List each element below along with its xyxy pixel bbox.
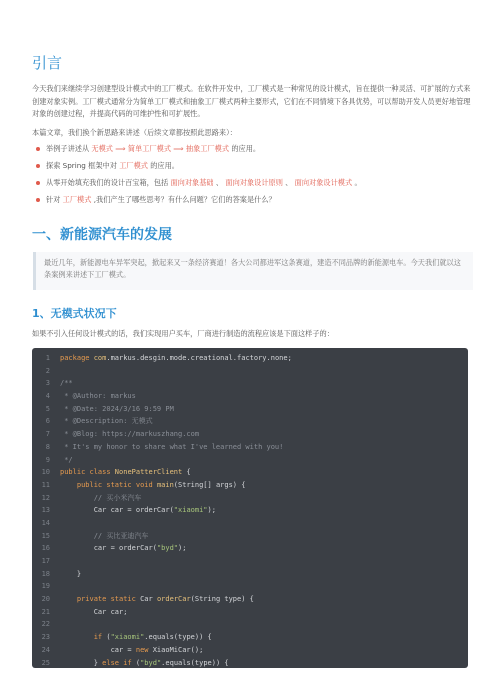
bullet-text: 举例子讲述从 [46, 144, 92, 153]
line-number: 11 [41, 480, 50, 489]
intro-lead: 本篇文章，我们换个新思路来讲述（后续文章都按照此思路来）： [32, 128, 237, 137]
line-number: 18 [41, 569, 50, 578]
bullet-text: 。 [352, 178, 362, 187]
code-token: com [93, 354, 107, 362]
code-line [32, 606, 468, 619]
highlight-text: 工厂模式 [62, 195, 92, 204]
intro-paragraph: 今天我们来继续学习创建型设计模式中的工厂模式。在软件开发中，工厂模式是一种常见的设计模式，旨在提供一种灵活、可扩展的方式来创建对象实例。工厂模式通常分为简单工厂模式和抽象工厂模式两种主要形式，它们在不同情境下各具优势，可以帮助开发人员更好地管理对象的创建过程，并提高代码的可维护性和可扩展性。 [32, 84, 471, 118]
code-text [60, 593, 254, 606]
code-token: * @Description: 无模式 [60, 417, 153, 426]
line-number: 14 [41, 518, 50, 527]
line-number: 7 [45, 430, 50, 439]
intro-heading: 引言 [32, 54, 63, 72]
code-line [32, 428, 468, 441]
code-token: Car car; [60, 607, 128, 616]
bullet-item [34, 194, 474, 206]
code-token: // 买比亚迪汽车 [60, 531, 149, 540]
code-line [32, 454, 468, 467]
code-line [32, 390, 468, 403]
code-line [32, 542, 468, 555]
code-line [32, 466, 468, 479]
highlight-text: 工厂模式 [119, 161, 148, 170]
highlight-text: 面向对象设计原则 [225, 178, 283, 187]
code-token: "xiaomi" [173, 506, 208, 515]
code-token: package [60, 354, 94, 362]
line-number: 20 [41, 595, 50, 604]
code-text [60, 657, 229, 669]
line-number: 4 [45, 392, 50, 401]
code-token: .markus.desgin.mode.creational.factory.none; [106, 354, 292, 362]
code-line [32, 530, 468, 543]
code-text [60, 542, 186, 555]
line-number: 15 [41, 531, 50, 540]
line-number: 13 [41, 506, 50, 515]
code-token: * @Author: markus [60, 392, 136, 401]
code-token: .equals(type)) { [161, 658, 229, 667]
code-text [60, 568, 81, 581]
bullet-text: 从零开始填充我们的设计百宝箱，包括 [46, 178, 171, 187]
code-token: public class [60, 468, 115, 477]
line-number: 23 [41, 633, 50, 642]
line-number: 9 [45, 455, 50, 464]
code-line [32, 631, 468, 644]
code-text [60, 415, 153, 428]
highlight-text: 无模式 [91, 144, 113, 153]
bullet-text: 探索 Spring 框架中对 [46, 161, 120, 170]
highlight-text: 抽象工厂模式 [185, 144, 230, 153]
code-token: if [60, 633, 107, 642]
code-line [32, 517, 468, 530]
code-token: * It's my honor to share what I've learned with you! [60, 442, 284, 451]
code-text [60, 606, 127, 619]
subsection1-heading: 1、无模式状况下 [32, 307, 117, 320]
code-block[interactable] [32, 348, 468, 668]
code-token: car = orderCar( [60, 544, 157, 553]
code-line [32, 441, 468, 454]
line-number: 8 [45, 442, 50, 451]
code-token: "byd" [156, 544, 179, 553]
highlight-text: 面向对象设计模式 [294, 178, 353, 187]
code-text [60, 631, 212, 644]
line-number: 10 [41, 468, 50, 477]
code-token: main [156, 480, 174, 489]
highlight-text: ⟹ [171, 144, 186, 153]
code-token: */ [60, 455, 73, 464]
code-token: * @Blog: https://markuszhang.com [60, 430, 200, 439]
highlight-text: ⟹ [113, 144, 128, 153]
highlight-text: 简单工厂模式 [127, 144, 172, 153]
code-text [60, 492, 141, 505]
code-token: "xiaomi" [110, 633, 145, 642]
bullet-item [34, 143, 474, 155]
code-line [32, 479, 468, 492]
code-text [60, 441, 283, 454]
code-token: } [60, 569, 82, 578]
code-token: private static [60, 595, 141, 604]
code-line [32, 593, 468, 606]
highlight-text: 面向对象基础 [170, 178, 214, 187]
code-token: ( [135, 658, 141, 667]
bullet-item [34, 177, 474, 189]
code-line [32, 504, 468, 517]
code-token: // 买小米汽车 [60, 493, 142, 502]
line-number: 5 [45, 404, 50, 413]
bullet-text: 针对 [46, 195, 63, 204]
code-token: .equals(type)) { [144, 633, 212, 642]
line-number: 16 [41, 544, 50, 553]
line-number: 1 [45, 354, 50, 362]
bullet-text: 、 [282, 178, 295, 187]
line-number: 3 [45, 379, 50, 388]
code-text [60, 403, 174, 416]
code-line [32, 657, 468, 669]
code-line [32, 555, 468, 568]
line-number: 22 [41, 620, 50, 629]
bullet-text: 的应用。 [229, 144, 261, 153]
code-token: ); [207, 506, 216, 515]
code-text [60, 479, 245, 492]
code-token: { [182, 468, 191, 477]
code-text [60, 390, 136, 403]
line-number: 2 [45, 366, 50, 375]
code-line [32, 352, 468, 365]
bullet-dot-icon [36, 164, 40, 168]
code-token: car = [60, 645, 136, 654]
code-token: new [135, 645, 153, 654]
bullet-dot-icon [36, 198, 40, 202]
subsection1-paragraph: 如果不引入任何设计模式的话，我们实现用户买车，厂商进行制造的流程应该是下面这样子的： [32, 329, 334, 338]
code-line [32, 644, 468, 657]
code-line [32, 568, 468, 581]
code-token: XiaoMiCar(); [152, 645, 204, 654]
line-number: 19 [41, 582, 50, 591]
bullet-item [34, 160, 474, 172]
code-text [60, 454, 73, 467]
code-token: ( [106, 633, 111, 642]
code-token: "byd" [140, 658, 162, 667]
intro-bullet-list [34, 143, 474, 211]
bullet-dot-icon [36, 147, 40, 151]
code-text [60, 428, 199, 441]
code-token: public static void [60, 480, 157, 489]
line-number: 17 [41, 557, 50, 565]
bullet-dot-icon [36, 181, 40, 185]
code-token: * @Date: 2024/3/16 9:59 PM [60, 404, 174, 413]
bullet-text: 、 [213, 178, 226, 187]
section1-quote: 最近几年，新能源电车异军突起，掀起来又一条经济赛道！各大公司都进军这条赛道，建造不同品牌的新能源电车。今天我们就以这条案例来讲述下工厂模式。 [33, 252, 473, 290]
code-text [60, 377, 73, 390]
line-number: 12 [41, 493, 50, 502]
code-line [32, 618, 468, 631]
code-token: } [60, 658, 103, 667]
code-line [32, 365, 468, 378]
code-text [60, 352, 292, 365]
code-token: Car car = orderCar( [60, 506, 174, 515]
line-number: 21 [41, 607, 50, 616]
line-number: 6 [45, 417, 50, 426]
code-token: ); [178, 544, 187, 553]
code-token: (String type) { [190, 595, 254, 604]
code-text [60, 466, 191, 479]
line-number: 25 [41, 658, 50, 667]
bullet-text: 的应用。 [147, 161, 179, 170]
code-text [60, 644, 203, 657]
code-line [32, 415, 468, 428]
line-number: 24 [41, 645, 50, 654]
code-token: (String[] args) { [173, 480, 246, 489]
code-token: else if [102, 658, 136, 667]
code-line [32, 403, 468, 416]
code-token: orderCar [156, 595, 191, 604]
code-token: NonePatterClient [114, 468, 183, 477]
code-line [32, 580, 468, 593]
code-token: Car [140, 595, 157, 604]
code-text [60, 504, 216, 517]
code-token: /** [60, 379, 73, 388]
bullet-text: ,我们产生了哪些思考？有什么问题？它们的答案是什么？ [91, 195, 276, 204]
section1-heading: 一、新能源汽车的发展 [32, 227, 172, 243]
code-line [32, 492, 468, 505]
code-line [32, 377, 468, 390]
code-text [60, 530, 148, 543]
